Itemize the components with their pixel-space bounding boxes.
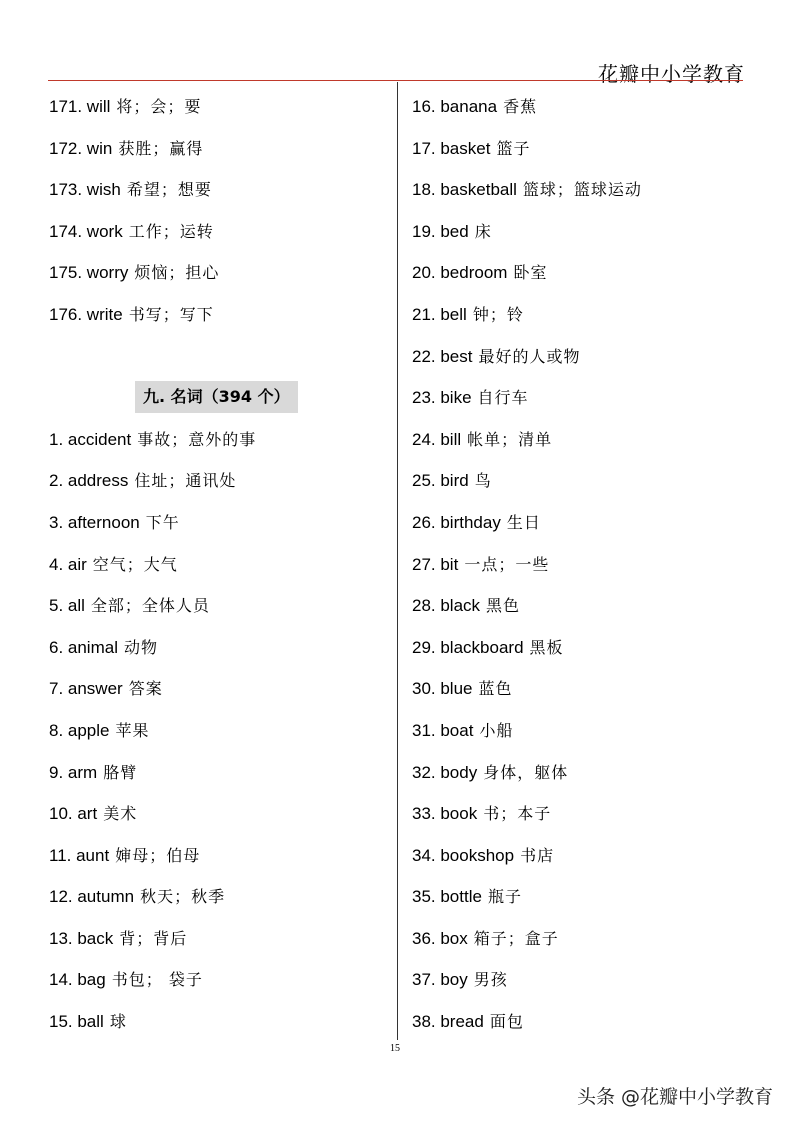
vocab-word: 31. boat (412, 720, 474, 740)
vocab-word: 6. animal (49, 637, 118, 657)
vocab-word: 11. aunt (49, 845, 110, 865)
vocab-meaning: 背；背后 (119, 928, 188, 948)
vocab-meaning: 黑板 (529, 637, 564, 657)
vocab-entry (49, 959, 384, 1001)
vocab-entry (49, 86, 384, 128)
vocab-word: 7. answer (49, 679, 123, 699)
vocab-meaning: 住址；通讯处 (134, 471, 237, 491)
vocab-meaning: 鸟 (474, 471, 492, 491)
vocab-entry (412, 959, 752, 1001)
vocab-meaning: 获胜；赢得 (118, 138, 204, 158)
vocab-entry (412, 211, 752, 253)
vocab-entry (49, 211, 384, 253)
vocab-word: 18. basketball (412, 180, 517, 200)
vocab-word: 27. bit (412, 554, 459, 574)
vocab-entry (49, 1001, 384, 1043)
vocab-entry (49, 918, 384, 960)
vocab-entry (412, 918, 752, 960)
vocab-meaning: 秋天；秋季 (140, 887, 226, 907)
vocab-meaning: 空气；大气 (92, 554, 178, 574)
section-heading: 九. 名词（394 个） (135, 381, 298, 413)
vocab-word: 35. bottle (412, 887, 482, 907)
vocab-word: 10. art (49, 804, 98, 824)
page-number: 15 (390, 1043, 400, 1054)
vocab-word: 175. worry (49, 263, 129, 283)
left-column (49, 86, 384, 1043)
vocab-word: 14. bag (49, 970, 106, 990)
vocab-meaning: 箱子；盒子 (473, 928, 559, 948)
vocab-word: 13. back (49, 928, 114, 948)
vocab-entry (412, 668, 752, 710)
vocab-word: 5. all (49, 596, 85, 616)
vocab-entry (412, 544, 752, 586)
vocab-word: 2. address (49, 471, 129, 491)
vocab-entry (412, 585, 752, 627)
vocab-entry (49, 128, 384, 170)
vocab-word: 15. ball (49, 1012, 104, 1032)
vocab-meaning: 黑色 (486, 596, 521, 616)
vocab-word: 174. work (49, 221, 123, 241)
vocab-meaning: 最好的人或物 (478, 346, 581, 366)
vocab-meaning: 男孩 (473, 970, 508, 990)
vocab-word: 17. basket (412, 138, 491, 158)
vocab-entry (412, 294, 752, 336)
vocab-word: 4. air (49, 554, 87, 574)
vocab-meaning: 篮子 (496, 138, 531, 158)
vocab-entry (412, 710, 752, 752)
vocab-meaning: 球 (109, 1012, 127, 1032)
vocab-meaning: 卧室 (513, 263, 548, 283)
vocab-word: 38. bread (412, 1012, 484, 1032)
vocab-meaning: 一点；一些 (464, 554, 550, 574)
vocab-meaning: 书；本子 (483, 804, 552, 824)
vocab-entry (49, 668, 384, 710)
vocab-meaning: 瓶子 (487, 887, 522, 907)
vocab-meaning: 蓝色 (478, 679, 513, 699)
vocab-entry (412, 835, 752, 877)
vocab-word: 36. box (412, 928, 468, 948)
vocab-meaning: 希望；想要 (126, 180, 212, 200)
vocab-entry (412, 793, 752, 835)
vocab-word: 173. wish (49, 180, 121, 200)
vocab-meaning: 将；会；要 (116, 97, 202, 116)
vocab-meaning: 帐单；清单 (467, 429, 553, 449)
vocab-entry (49, 169, 384, 211)
vocab-word: 3. afternoon (49, 512, 140, 532)
header-brand: 花瓣中小学教育 (598, 62, 745, 86)
vocab-entry (49, 627, 384, 669)
vocab-entry (412, 128, 752, 170)
vocab-meaning: 烦恼；担心 (134, 263, 220, 283)
vocab-word: 1. accident (49, 429, 132, 449)
vocab-entry (49, 585, 384, 627)
vocab-meaning: 事故；意外的事 (137, 429, 257, 449)
vocab-word: 20. bedroom (412, 263, 508, 283)
vocab-entry (412, 1001, 752, 1043)
vocab-entry (49, 502, 384, 544)
watermark: 头条 @花瓣中小学教育 (576, 1086, 773, 1108)
vocab-entry (412, 502, 752, 544)
vocab-word: 16. banana (412, 97, 498, 116)
vocab-word: 21. bell (412, 304, 467, 324)
vocab-meaning: 答案 (128, 679, 163, 699)
vocab-meaning: 书写；写下 (128, 304, 214, 324)
vocab-meaning: 身体，躯体 (483, 762, 569, 782)
vocab-entry (412, 377, 752, 419)
vocab-word: 32. body (412, 762, 478, 782)
vocab-word: 34. bookshop (412, 845, 515, 865)
vocab-meaning: 面包 (489, 1012, 524, 1032)
vocab-entry (412, 876, 752, 918)
vocab-meaning: 美术 (103, 804, 138, 824)
vocab-word: 26. birthday (412, 512, 501, 532)
section-heading-row (49, 377, 384, 419)
header-rule (48, 80, 743, 81)
vocab-entry (412, 86, 752, 128)
vocab-entry (49, 876, 384, 918)
vocab-meaning: 自行车 (477, 388, 529, 408)
vocab-word: 19. bed (412, 221, 469, 241)
vocab-meaning: 床 (474, 221, 492, 241)
vocab-meaning: 篮球；篮球运动 (522, 180, 642, 200)
vocab-word: 176. write (49, 304, 123, 324)
column-divider (397, 82, 398, 1040)
vocab-meaning: 胳臂 (103, 762, 138, 782)
vocab-entry (412, 627, 752, 669)
vocab-word: 8. apple (49, 720, 110, 740)
vocab-word: 33. book (412, 804, 478, 824)
vocab-meaning: 苹果 (115, 720, 150, 740)
vocab-word: 22. best (412, 346, 473, 366)
vocab-meaning: 下午 (145, 512, 180, 532)
vocab-meaning: 工作；运转 (128, 221, 214, 241)
vocab-word: 29. blackboard (412, 637, 524, 657)
vocab-word: 171. will (49, 97, 111, 116)
vocab-meaning: 婶母；伯母 (115, 845, 201, 865)
vocab-meaning: 钟；铃 (472, 304, 524, 324)
spacer (49, 336, 384, 378)
vocab-entry (49, 544, 384, 586)
vocab-word: 12. autumn (49, 887, 135, 907)
vocab-entry (412, 252, 752, 294)
vocab-meaning: 生日 (506, 512, 541, 532)
vocab-word: 28. black (412, 596, 481, 616)
vocab-word: 24. bill (412, 429, 462, 449)
vocab-word: 25. bird (412, 471, 469, 491)
vocab-entry (49, 710, 384, 752)
vocab-word: 172. win (49, 138, 113, 158)
vocab-entry (412, 336, 752, 378)
vocab-meaning: 全部；全体人员 (90, 596, 210, 616)
vocab-meaning: 香蕉 (503, 97, 538, 116)
vocab-entry (412, 460, 752, 502)
vocab-entry (49, 752, 384, 794)
vocab-entry (49, 460, 384, 502)
vocab-meaning: 书包； 袋子 (111, 970, 203, 990)
vocab-entry (49, 294, 384, 336)
vocab-entry (412, 419, 752, 461)
vocab-entry (412, 752, 752, 794)
vocab-entry (412, 169, 752, 211)
vocab-entry (49, 793, 384, 835)
vocab-word: 30. blue (412, 679, 473, 699)
vocab-entry (49, 835, 384, 877)
vocab-word: 37. boy (412, 970, 468, 990)
vocab-meaning: 小船 (479, 720, 514, 740)
vocab-word: 9. arm (49, 762, 98, 782)
vocab-entry (49, 419, 384, 461)
vocab-word: 23. bike (412, 388, 472, 408)
right-column (412, 86, 752, 1043)
vocab-meaning: 书店 (520, 845, 555, 865)
vocab-entry (49, 252, 384, 294)
vocab-meaning: 动物 (123, 637, 158, 657)
